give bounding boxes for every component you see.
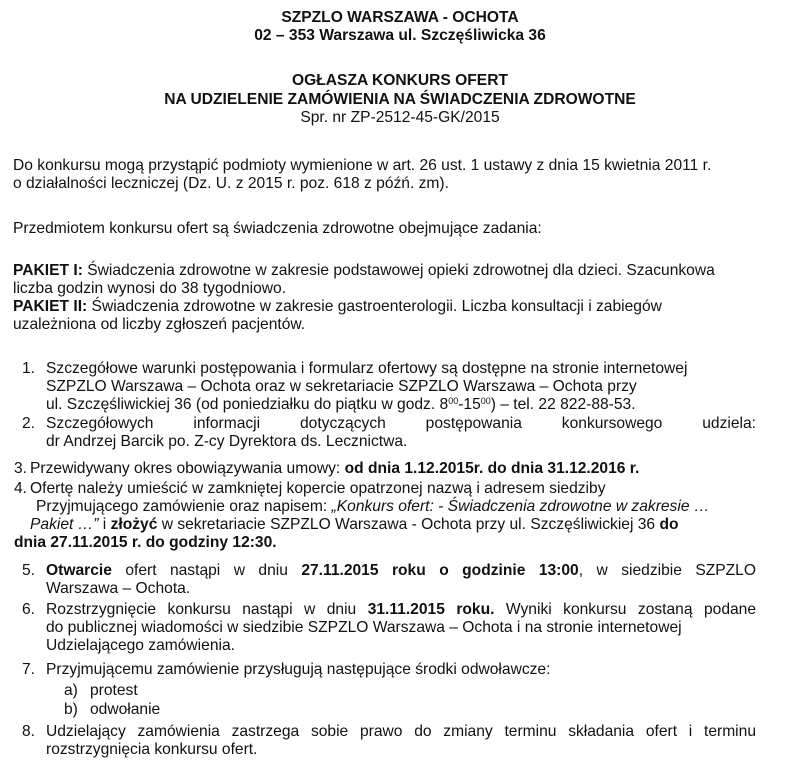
header-title: OGŁASZA KONKURS OFERT [292,72,508,89]
item-4-line-1: Ofertę należy umieścić w zamkniętej kopercie opatrzonej nazwą i adresem siedziby [30,480,606,497]
intro-line-1: Do konkursu mogą przystąpić podmioty wymienione w art. 26 ust. 1 ustawy z dnia 15 kwietnia 2011 r. [13,157,712,174]
list-item-text [46,562,756,598]
pakiet-2-label: PAKIET II: [13,298,88,315]
item-1-line-3: ul. Szczęśliwickiej 36 (od poniedziałku do piątku w godz. $8^{00}-15^{00}$) – tel. 22 822-88-53. [46,396,636,414]
item-6-line-1: Rozstrzygnięcie konkursu nastąpi w dniu 31.11.2015 roku. Wyniki konkursu zostaną podane [46,601,757,618]
list-item-text: Przewidywany okres obowiązywania umowy: od dnia 1.12.2015r. do dnia 31.12.2016 r. [30,460,640,477]
list-item-number: 4. [14,480,28,497]
header-subtitle: NA UDZIELENIE ZAMÓWIENIA NA ŚWIADCZENIA ZDROWOTNE [164,91,636,108]
pakiet-2-text: Świadczenia zdrowotne w zakresie gastroenterologii. Liczba konsultacji i zabiegów [87,298,662,315]
item-6-line-3: Udzielającego zamówienia. [46,637,235,655]
list-item-number: 2. [22,415,36,432]
sub-item-a: a) protest [64,682,138,699]
list-item-text [46,723,756,759]
list-item-text [46,415,756,451]
item-8-line-2: rozstrzygnięcia konkursu ofert. [46,741,258,759]
header-address: 02 – 353 Warszawa ul. Szczęśliwicka 36 [254,27,546,44]
list-item-number: 5. [22,562,36,579]
item-6-line-2: do publicznej wiadomości w siedzibie SZPZLO Warszawa – Ochota i na stronie internetowej [46,619,682,637]
item-4-line-2: Przyjmującego zamówienie oraz napisem: „Konkurs ofert: - Świadczenia zdrowotne w zakresie … [36,498,710,516]
list-item-text [30,480,756,535]
list-item-number: 8. [22,723,36,740]
pakiet-1-text-line-2: liczba godzin wynosi do 38 tygodniowo. [13,280,287,298]
list-item-number: 1. [22,360,36,377]
pakiet-2-text-line-2: uzależniona od liczby zgłoszeń pacjentów. [13,316,306,334]
list-item-number: 6. [22,601,36,618]
item-1-line-2: SZPZLO Warszawa – Ochota oraz w sekretariacie SZPZLO Warszawa – Ochota przy [46,378,637,396]
item-5-line-1: Otwarcie ofert nastąpi w dniu 27.11.2015 roku o godzinie 13:00, w siedzibie SZPZLO [46,562,756,579]
item-5-line-2: Warszawa – Ochota. [46,580,191,598]
pakiet-1 [13,262,778,298]
pakiet-1-text: Świadczenia zdrowotne w zakresie podstawowej opieki zdrowotnej dla dzieci. Szacunkowa [82,262,715,279]
case-number: Spr. nr ZP-2512-45-GK/2015 [300,109,500,126]
subject-paragraph: Przedmiotem konkursu ofert są świadczenia zdrowotne obejmujące zadania: [13,220,542,237]
header-org-name: SZPZLO WARSZAWA - OCHOTA [281,9,519,26]
item-4-line-4: dnia 27.11.2015 r. do godziny 12:30. [14,534,277,551]
item-4-line-3: Pakiet …” i złożyć w sekretariacie SZPZLO Warszawa - Ochota przy ul. Szczęśliwickiej 36 do [30,516,679,534]
list-item-text [46,601,756,656]
list-item-number: 3. [14,460,28,477]
item-1-line-1: Szczegółowe warunki postępowania i formularz ofertowy są dostępne na stronie internetowej [46,360,688,377]
item-8-line-1: Udzielający zamówienia zastrzega sobie prawo do zmiany terminu składania ofert i terminu [46,723,756,740]
item-2-line-2: dr Andrzej Barcik po. Z-cy Dyrektora ds. Lecznictwa. [46,433,408,451]
intro-line-2: o działalności leczniczej (Dz. U. z 2015 r. poz. 618 z późń. zm). [13,175,449,193]
intro-paragraph [13,157,778,193]
list-item-text: Przyjmującemu zamówienie przysługują następujące środki odwoławcze: [46,661,551,678]
pakiet-2 [13,298,778,334]
list-item-text [46,360,756,415]
sub-item-b: b) odwołanie [64,701,161,718]
pakiet-1-label: PAKIET I: [13,262,83,279]
item-2-line-1: Szczegółowych informacji dotyczących postępowania konkursowego udziela: [46,415,756,432]
list-item-number: 7. [22,661,36,678]
